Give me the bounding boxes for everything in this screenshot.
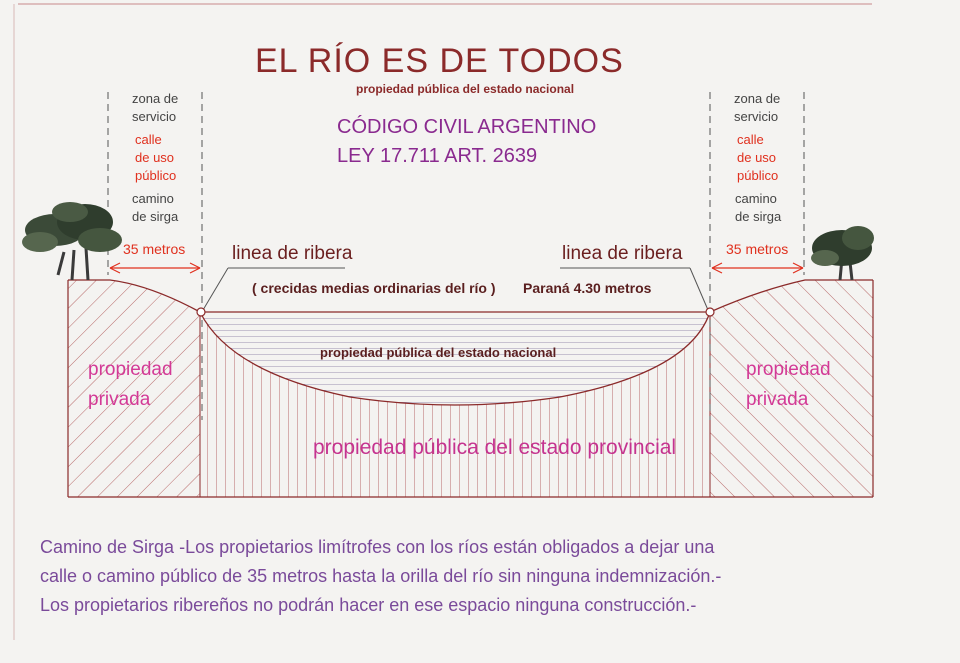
right-calle-uso-publico [737, 131, 778, 185]
page-title: EL RÍO ES DE TODOS [255, 42, 624, 80]
crecidas-label: ( crecidas medias ordinarias del río ) [252, 280, 496, 296]
left-private-line2: privada [88, 389, 151, 410]
right-ribera-point [706, 308, 714, 316]
left-zona-line2: servicio [132, 109, 177, 124]
left-tree-icon [22, 202, 122, 280]
left-zona-line1: zona de [132, 91, 179, 106]
left-calle-line1: calle [135, 132, 162, 147]
left-zona-servicio [132, 90, 178, 126]
left-calle-uso-publico [135, 131, 176, 185]
left-private-property-label [88, 355, 173, 415]
right-camino-line2: de sirga [735, 209, 782, 224]
right-ribera-pointer [690, 268, 708, 310]
parana-label: Paraná 4.30 metros [523, 280, 652, 296]
left-ribera-point [197, 308, 205, 316]
right-zona-line1: zona de [734, 91, 781, 106]
footer-line-2: calle o camino público de 35 metros hasta la orilla del río sin ninguna indemnización.- [40, 566, 722, 586]
right-zona-line2: servicio [734, 109, 779, 124]
left-calle-line3: público [135, 168, 177, 183]
national-property-label: propiedad pública del estado nacional [320, 345, 557, 360]
right-calle-line3: público [737, 168, 779, 183]
right-linea-ribera-label: linea de ribera [562, 243, 683, 264]
right-35-metros: 35 metros [726, 241, 789, 257]
right-private-line2: privada [746, 389, 809, 410]
page-subtitle: propiedad pública del estado nacional [356, 82, 575, 96]
law-article-label: LEY 17.711 ART. 2639 [337, 145, 538, 167]
footer-line-1: Camino de Sirga -Los propietarios limítrofes con los ríos están obligados a dejar una [40, 537, 715, 557]
provincial-property-label: propiedad pública del estado provincial [313, 436, 677, 459]
left-camino-sirga [132, 190, 178, 226]
footer-line-3: Los propietarios ribereños no podrán hacer en ese espacio ninguna construcción.- [40, 595, 697, 615]
left-camino-line2: de sirga [132, 209, 179, 224]
left-camino-line1: camino [132, 191, 174, 206]
left-private-line1: propiedad [88, 359, 173, 380]
left-ribera-pointer [203, 268, 228, 310]
right-calle-line1: calle [737, 132, 764, 147]
right-private-line1: propiedad [746, 359, 831, 380]
right-calle-line2: de uso [737, 150, 777, 165]
left-calle-line2: de uso [135, 150, 175, 165]
right-camino-line1: camino [735, 191, 777, 206]
right-private-property-label [746, 355, 831, 415]
left-35-metros: 35 metros [123, 241, 186, 257]
right-camino-sirga [735, 190, 781, 226]
right-tree-icon [811, 226, 874, 280]
right-zona-servicio [734, 90, 780, 126]
code-civil-label: CÓDIGO CIVIL ARGENTINO [337, 116, 597, 138]
left-linea-ribera-label: linea de ribera [232, 243, 353, 264]
